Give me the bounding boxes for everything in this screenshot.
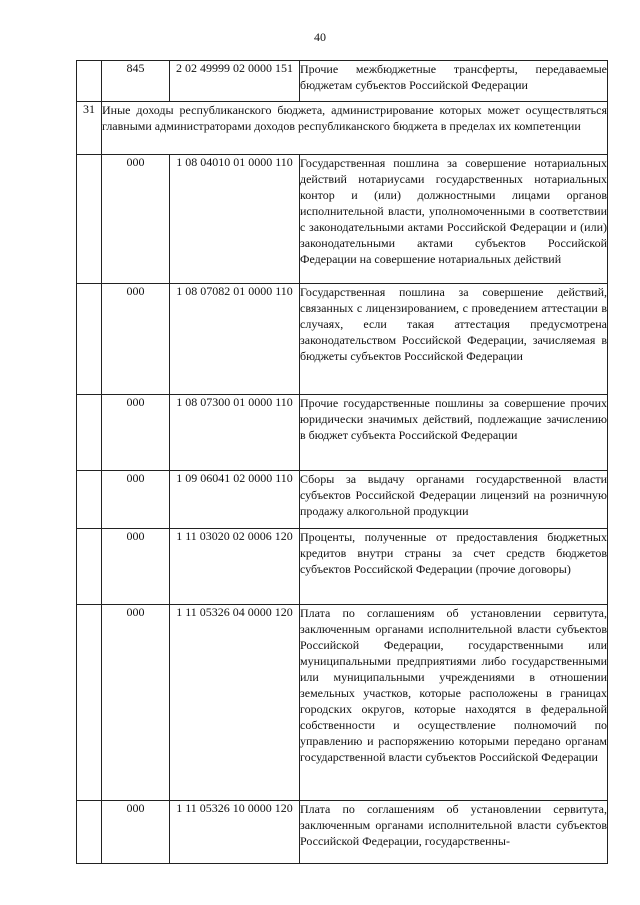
row-number-cell [77, 395, 102, 471]
description-cell: Государственная пошлина за совершение действий, связанных с лицензированием, с проведением аттестации в случаях, если такая аттестация предусмотрена законодательством Российской Федерации, зачисляемая в бюджеты субъектов Российской Федерации [300, 284, 608, 395]
section-number: 31 [77, 102, 102, 155]
row-number-cell [77, 284, 102, 395]
revenue-code-cell: 2 02 49999 02 0000 151 [170, 61, 300, 102]
admin-code-cell: 000 [102, 395, 170, 471]
row-number-cell [77, 471, 102, 529]
table-row [77, 155, 608, 284]
admin-code-cell: 000 [102, 155, 170, 284]
admin-code-cell: 000 [102, 801, 170, 864]
table-row [77, 605, 608, 801]
row-number-cell [77, 529, 102, 605]
page-number: 40 [314, 30, 326, 44]
admin-code-cell: 000 [102, 529, 170, 605]
revenue-code-cell: 1 08 04010 01 0000 110 [170, 155, 300, 284]
description-cell: Прочие межбюджетные трансферты, передаваемые бюджетам субъектов Российской Федерации [300, 61, 608, 102]
table-row [77, 471, 608, 529]
section-title: Иные доходы республиканского бюджета, администрирование которых может осуществляться главными администраторами доходов республиканского бюджета в пределах их компетенции [102, 102, 608, 155]
description-cell: Сборы за выдачу органами государственной власти субъектов Российской Федерации лицензий на розничную продажу алкогольной продукции [300, 471, 608, 529]
row-number-cell [77, 801, 102, 864]
row-number-cell [77, 61, 102, 102]
table-row [77, 395, 608, 471]
admin-code-cell: 000 [102, 284, 170, 395]
revenue-code-cell: 1 11 03020 02 0006 120 [170, 529, 300, 605]
description-cell: Прочие государственные пошлины за совершение прочих юридически значимых действий, подлежащие зачислению в бюджет субъекта Российской Федерации [300, 395, 608, 471]
table-row [77, 61, 608, 102]
description-cell: Плата по соглашениям об установлении сервитута, заключенным органами исполнительной власти субъектов Российской Федерации, государственны- [300, 801, 608, 864]
table-row [77, 529, 608, 605]
admin-code-cell: 000 [102, 471, 170, 529]
table-row [77, 801, 608, 864]
section-row [77, 102, 608, 155]
revenue-code-cell: 1 08 07300 01 0000 110 [170, 395, 300, 471]
description-cell: Плата по соглашениям об установлении сервитута, заключенным органами исполнительной власти субъектов Российской Федерации, государственными или муниципальными предприятиями либо государственными или муниципальными учреждениями в отношении земельных участков, которые расположены в границах городских округов, которые находятся в федеральной собственности и осуществление полномочий по управлению и распоряжению которыми передано органам государственной власти субъектов Российской Федерации [300, 605, 608, 801]
revenue-code-cell: 1 11 05326 10 0000 120 [170, 801, 300, 864]
revenue-code-cell: 1 09 06041 02 0000 110 [170, 471, 300, 529]
revenue-code-cell: 1 11 05326 04 0000 120 [170, 605, 300, 801]
revenue-code-cell: 1 08 07082 01 0000 110 [170, 284, 300, 395]
row-number-cell [77, 605, 102, 801]
revenue-codes-table [76, 60, 608, 864]
description-cell: Проценты, полученные от предоставления бюджетных кредитов внутри страны за счет средств бюджетов субъектов Российской Федерации (прочие договоры) [300, 529, 608, 605]
description-cell: Государственная пошлина за совершение нотариальных действий нотариусами государственных нотариальных контор и (или) должностными лицами органов исполнительной власти, уполномоченными в соответствии с законодательными актами Российской Федерации и (или) законодательными актами субъектов Российской Федерации на совершение нотариальных действий [300, 155, 608, 284]
admin-code-cell: 845 [102, 61, 170, 102]
row-number-cell [77, 155, 102, 284]
admin-code-cell: 000 [102, 605, 170, 801]
table-row [77, 284, 608, 395]
